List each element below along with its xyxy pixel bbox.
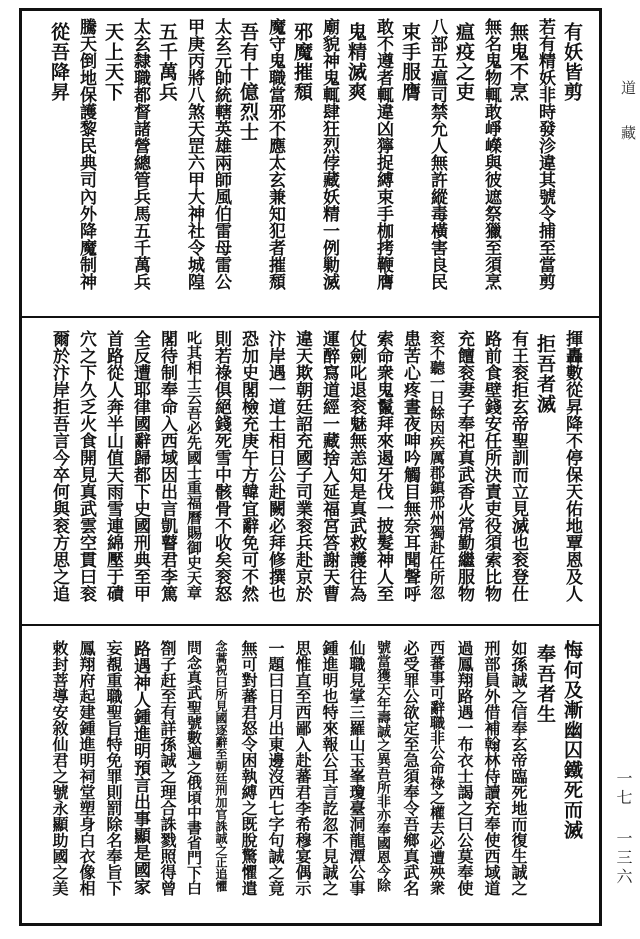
text-column: 刑部員外借補翰林侍讀充奉使西域道 xyxy=(482,640,501,896)
text-column: 患苦心疼晝夜呻吟觸目無奈耳聞聲呼 xyxy=(400,330,420,602)
text-column: 有妖皆剪 xyxy=(561,22,583,102)
text-column: 鍾進明也特來報公耳言訖忽不見誠之 xyxy=(320,640,339,896)
text-column: 無可對蕃君怒令困執縛之既脫驚懼遣 xyxy=(239,640,258,896)
text-column: 運醉寫道經一藏捨入延福宮答謝天曹 xyxy=(319,330,339,602)
text-column: 仗劍叱退衮魅無恙知是真武救護往為 xyxy=(346,330,366,602)
text-column: 衮不聽一日餘因疾厲郡鎮邢州獨赴任所忽 xyxy=(428,330,446,600)
text-column: 魔守鬼職當邪不應太玄兼知犯者摧頹 xyxy=(265,18,285,290)
text-column: 從吾降昇 xyxy=(48,22,70,102)
text-column: 首路從人奔半山值天雨雪連綿壓于磧 xyxy=(103,330,123,602)
text-column: 甲庚丙將八煞天罡六甲大神社令城隍 xyxy=(184,18,204,290)
text-column: 敢不遵者輒違凶獰捉縛束手枷拷鞭膺 xyxy=(373,18,393,290)
text-column: 充饘衮妻子奉祀真武香火常勤繼服物 xyxy=(454,330,474,602)
text-column: 念蒿祝曰所見國逐辭至朝廷刑加官誅誠之正追懼 xyxy=(214,640,228,892)
text-column: 則若祿俱絕錢死雪中骸骨不收矣衮怒 xyxy=(211,330,231,602)
text-column: 廟貌神鬼輒肆狂烈侼藏妖精一例勦滅 xyxy=(319,18,339,290)
text-column: 有王衮拒玄帝聖訓而立見滅也衮登仕 xyxy=(508,330,528,602)
text-column: 妄覩重職聖旨特免罪則罰除名奉旨下 xyxy=(104,640,123,896)
text-column: 全反遭耶律國辭歸都下史國刑典至甲 xyxy=(130,330,150,602)
text-column: 拒吾者滅 xyxy=(534,334,556,414)
text-column: 必受罪公欲定至急須奉令吾鄉真武名 xyxy=(401,640,420,896)
text-column: 悔何及漸幽囚鐵死而滅 xyxy=(561,640,583,840)
text-column: 一題曰日月出東邊沒西七字句誠之竟 xyxy=(266,640,285,896)
text-column: 路前食壁錢安任所決責吏役須索比物 xyxy=(481,330,501,602)
text-column: 束手服膺 xyxy=(399,22,421,102)
text-column: 若有精妖非時發沴違其號令捕至當剪 xyxy=(535,18,555,290)
text-column: 天上天下 xyxy=(102,22,124,102)
margin-title-top: 道 xyxy=(619,80,637,95)
text-column: 如孫誠之信奉玄帝臨死地而復生誠之 xyxy=(509,640,528,896)
text-column: 八部五瘟司禁允人無許縱毒橫害良民 xyxy=(427,18,447,290)
band-divider-1 xyxy=(22,316,600,318)
text-column: 奉吾者生 xyxy=(534,644,556,724)
text-column: 五千萬兵 xyxy=(156,22,178,102)
text-column: 吾有十億烈士 xyxy=(237,22,259,142)
text-column: 閣待制奉命入西域因出言凱瞽君李篤 xyxy=(157,330,177,602)
text-column: 西蕃事可辭職非公命祿之權去必遭殃衆 xyxy=(428,640,446,895)
text-column: 太玄元帥統轄英雄兩師風伯雷母雷公 xyxy=(211,18,231,290)
text-column: 劄子赶至有詳孫誠之理合誅戮照得曾 xyxy=(158,640,177,896)
text-column: 過鳳翔路遇一布衣士謁之曰公莫奉使 xyxy=(455,640,474,896)
margin-title-bottom: 藏 xyxy=(619,125,637,140)
text-column: 索命衆鬼鬣拜來遏牙伐一披髮神人至 xyxy=(373,330,393,602)
band-divider-2 xyxy=(22,624,600,626)
text-column: 太玄隸職都督諸營總管兵馬五千萬兵 xyxy=(130,18,150,290)
text-column: 仙職見掌三羅山玉峯瓊臺洞龍潭公事 xyxy=(347,640,366,896)
text-column: 違天欺朝廷詔充國子司業衮兵赴京於 xyxy=(292,330,312,602)
text-column: 思惟直至西鄙入赴蕃君李希穆宴偶示 xyxy=(293,640,312,896)
text-column: 無鬼不烹 xyxy=(507,22,529,102)
text-column: 邪魔摧頹 xyxy=(291,22,313,102)
text-column: 穴之下久乏火食開見真武雲空貫曰衮 xyxy=(76,330,96,602)
text-column: 恐加史閣檢充庚午方韓宜辭免可不然 xyxy=(238,330,258,602)
text-column: 無名鬼物輒敢崢嶸與彼遮祭獵至須烹 xyxy=(481,18,501,290)
text-column: 號當獲天年壽誠之異吾所非亦奉國恩今除 xyxy=(375,640,391,892)
text-column: 路遇神人鍾進明預言出事顯是國家 xyxy=(130,640,150,895)
text-column: 問念真武聖號數遍之俄頃中書省門下白 xyxy=(185,640,203,895)
text-column: 叱其相士云吾必先國士重福曆賜御史天章 xyxy=(185,330,203,600)
page-number: 一七 一三六 xyxy=(614,770,633,887)
text-column: 鬼精滅爽 xyxy=(345,22,367,102)
text-column: 揮轟數從昇降不停保天佑地覃恩及人 xyxy=(562,330,582,602)
text-column: 瘟疫之吏 xyxy=(453,22,475,102)
text-column: 爾於汴岸拒吾言今卒何與衮方思之追 xyxy=(49,330,69,602)
text-column: 汴岸遇一道士相日公赴闕必拜修撰也 xyxy=(265,330,285,602)
text-column: 敕封菩導安敘仙君之號永顯助國之美 xyxy=(50,640,69,896)
text-column: 騰天倒地保護黎民典司內外降魔制神 xyxy=(76,18,96,290)
text-column: 鳳翔府起建鍾進明祠堂塑身白衣像相 xyxy=(77,640,96,896)
